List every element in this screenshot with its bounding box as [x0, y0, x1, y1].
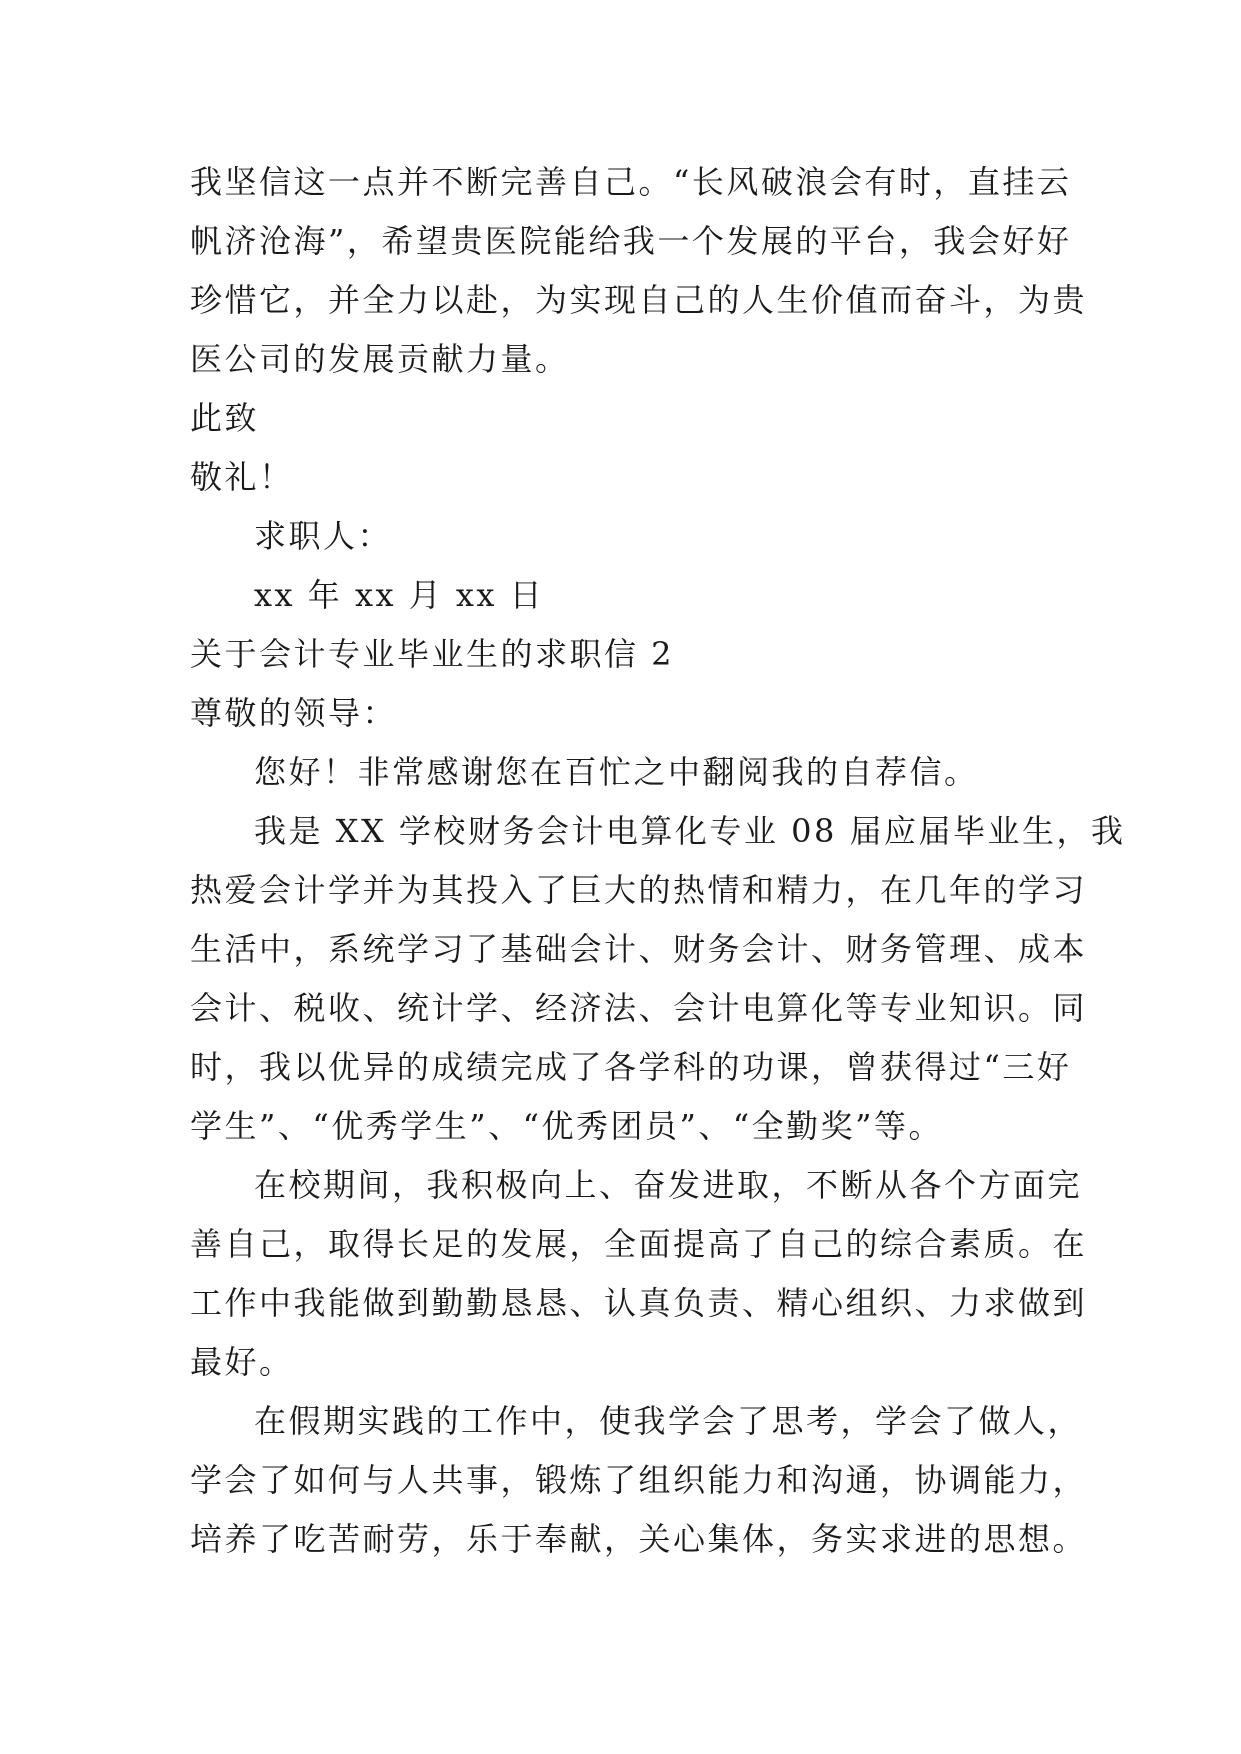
paragraph-line: 医公司的发展贡献力量。 [190, 340, 570, 378]
paragraph-line: 学会了如何与人共事，锻炼了组织能力和沟通，协调能力， [190, 1461, 1088, 1499]
signature-label: 求职人： [254, 517, 393, 555]
paragraph-line: 您好！非常感谢您在百忙之中翻阅我的自荐信。 [254, 753, 979, 791]
paragraph-line: 我坚信这一点并不断完善自己。“长风破浪会有时，直挂云 [190, 163, 1072, 201]
paragraph-line: 工作中我能做到勤勤恳恳、认真负责、精心组织、力求做到 [190, 1284, 1088, 1322]
paragraph-line: 生活中，系统学习了基础会计、财务会计、财务管理、成本 [190, 930, 1088, 968]
paragraph-line: 热爱会计学并为其投入了巨大的热情和精力，在几年的学习 [190, 871, 1088, 909]
paragraph-line: 善自己，取得长足的发展，全面提高了自己的综合素质。在 [190, 1225, 1088, 1263]
paragraph-line: 珍惜它，并全力以赴，为实现自己的人生价值而奋斗，为贵 [190, 281, 1088, 319]
greeting: 尊敬的领导： [190, 694, 398, 732]
paragraph-line: 在校期间，我积极向上、奋发进取，不断从各个方面完 [254, 1166, 1083, 1204]
paragraph-line: 帆济沧海”，希望贵医院能给我一个发展的平台，我会好好 [190, 222, 1072, 260]
signature-date: xx 年 xx 月 xx 日 [254, 576, 545, 614]
closing-line: 此致 [190, 399, 260, 437]
paragraph-line: 时，我以优异的成绩完成了各学科的功课，曾获得过“三好 [190, 1048, 1072, 1086]
paragraph-line: 学生”、“优秀学生”、“优秀团员”、“全勤奖”等。 [190, 1107, 944, 1145]
section-heading: 关于会计专业毕业生的求职信 2 [190, 635, 675, 673]
closing-salutation: 敬礼！ [190, 458, 294, 496]
paragraph-line: 我是 XX 学校财务会计电算化专业 08 届应届毕业生，我 [254, 812, 1126, 850]
paragraph-line: 在假期实践的工作中，使我学会了思考，学会了做人， [254, 1402, 1083, 1440]
paragraph-line: 培养了吃苦耐劳，乐于奉献，关心集体，务实求进的思想。 [190, 1520, 1088, 1558]
paragraph-line: 会计、税收、统计学、经济法、会计电算化等专业知识。同 [190, 989, 1088, 1027]
paragraph-line: 最好。 [190, 1343, 294, 1381]
